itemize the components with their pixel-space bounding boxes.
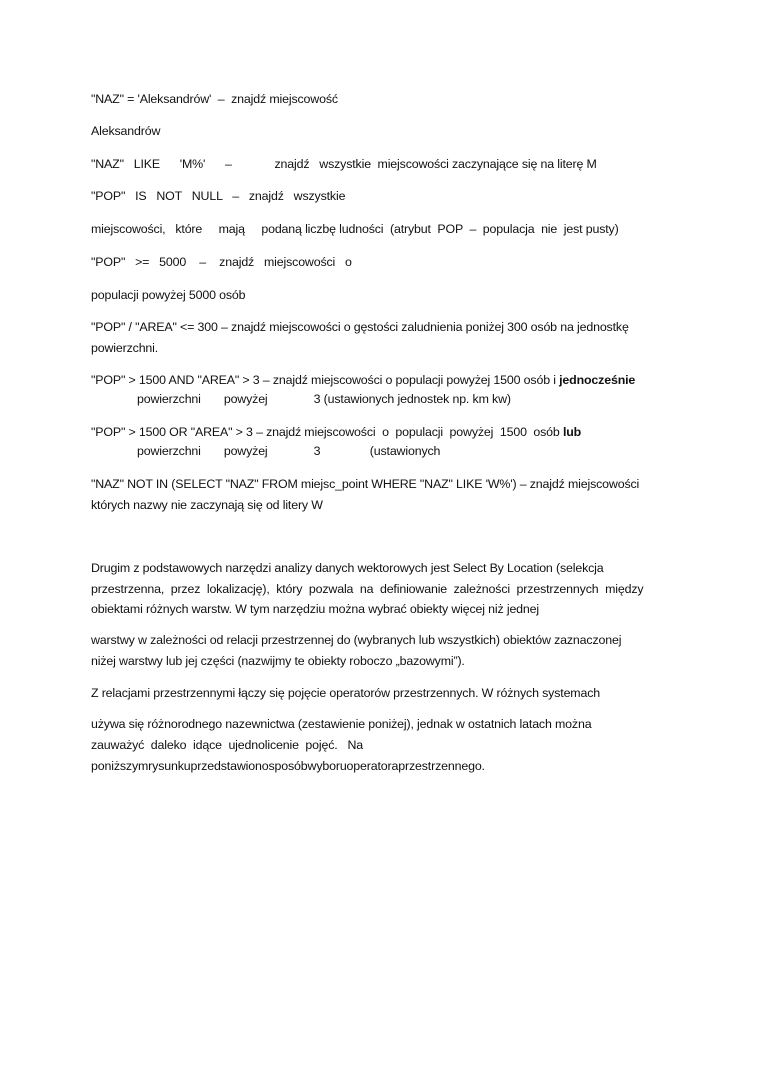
query-or-text: "POP" > 1500 OR "AREA" > 3 – znajdź miejscowości o populacji powyżej 1500 osób [91, 425, 563, 439]
query-not-in-line2: których nazwy nie zaczynają się od litery W [91, 498, 323, 512]
query-naz-equals: "NAZ" = 'Aleksandrów' – znajdź miejscowość [91, 92, 338, 106]
query-density-line1: "POP" / "AREA" <= 300 – znajdź miejscowości o gęstości zaludnienia poniżej 300 osób na jednostkę [91, 320, 629, 334]
paragraph4-line1: używa się różnorodnego nazewnictwa (zestawienie poniżej), jednak w ostatnich latach można [91, 717, 592, 731]
query-pop-gte: "POP" >= 5000 – znajdź miejscowości o [91, 255, 352, 269]
query-not-in-line1: "NAZ" NOT IN (SELECT "NAZ" FROM miejsc_point WHERE "NAZ" LIKE 'W%') – znajdź miejscowości [91, 477, 640, 491]
paragraph4-line2: zauważyć daleko idące ujednolicenie pojęć. Na [91, 738, 363, 752]
query-and-line2: powierzchni powyżej 3 (ustawionych jednostek np. km kw) [137, 392, 511, 406]
query-and-text: "POP" > 1500 AND "AREA" > 3 – znajdź miejscowości o populacji powyżej 1500 osób i [91, 373, 560, 387]
paragraph3-line1: Z relacjami przestrzennymi łączy się pojęcie operatorów przestrzennych. W różnych systemach [91, 686, 601, 700]
paragraph4-line3: poniższymrysunkuprzedstawionosposóbwyboruoperatoraprzestrzennego. [91, 759, 485, 773]
query-or-bold: lub [562, 425, 582, 439]
query-pop-gte-description: populacji powyżej 5000 osób [91, 288, 246, 302]
query-naz-like: "NAZ" LIKE 'M%' – znajdź wszystkie miejscowości zaczynające się na literę M [91, 157, 597, 171]
query-density-line2: powierzchni. [91, 341, 159, 355]
paragraph1-line2: przestrzenna, przez lokalizację), który pozwala na definiowanie zależności przestrzennych między [91, 582, 644, 596]
query-and-line1 [91, 372, 635, 389]
query-and-bold: jednocześnie [559, 373, 636, 387]
query-pop-not-null: "POP" IS NOT NULL – znajdź wszystkie [91, 189, 346, 203]
query-result-aleksandrow: Aleksandrów [91, 124, 161, 138]
paragraph2-line1: warstwy w zależności od relacji przestrzennej do (wybranych lub wszystkich) obiektów zaznaczonej [91, 633, 622, 647]
paragraph1-line3: obiektami różnych warstw. W tym narzędziu można wybrać obiekty więcej niż jednej [91, 602, 540, 616]
paragraph1-line1: Drugim z podstawowych narzędzi analizy danych wektorowych jest Select By Location (selekcja [91, 561, 604, 575]
query-pop-not-null-description: miejscowości, które mają podaną liczbę ludności (atrybut POP – populacja nie jest pusty) [91, 222, 619, 236]
query-or-line1 [91, 424, 581, 441]
paragraph2-line2: niżej warstwy lub jej części (nazwijmy te obiekty roboczo „bazowymi”). [91, 654, 465, 668]
query-or-line2: powierzchni powyżej 3 (ustawionych [137, 444, 441, 458]
